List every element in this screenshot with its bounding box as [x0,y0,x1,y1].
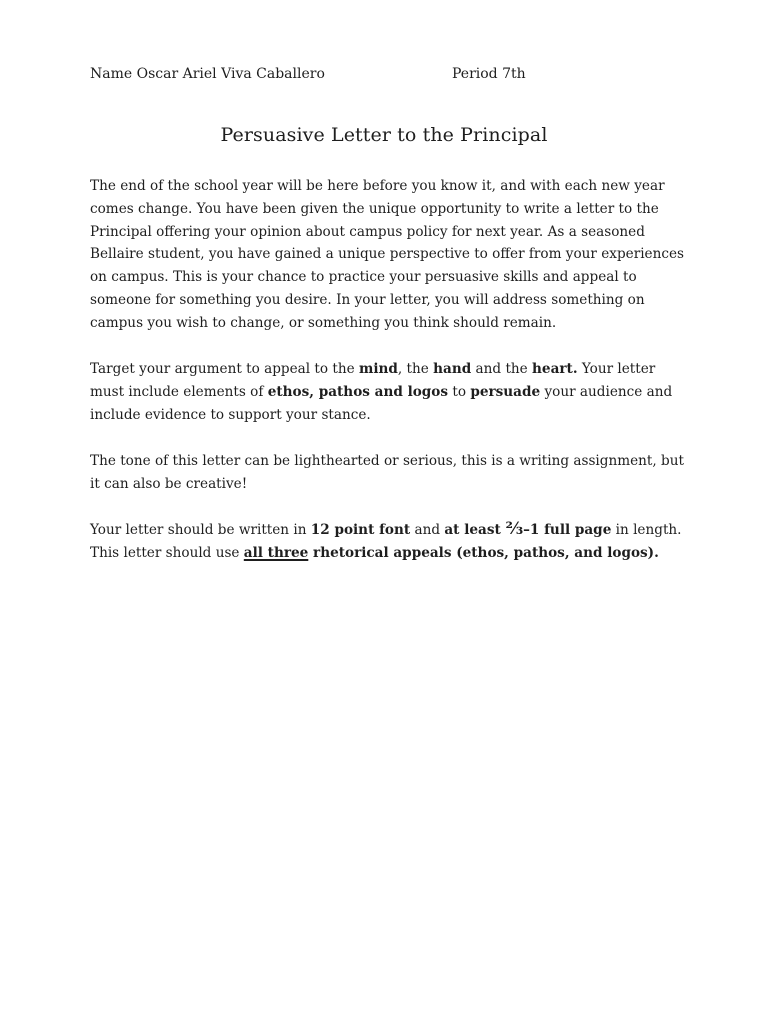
p2-bold-persuade: persuade [470,383,541,400]
p2-text-2: , the [397,361,434,377]
paragraph-intro: The end of the school year will be here before you know it, and with each new year comes change. You have been given the unique opportunity to write a letter to the Principal offering your opinion about campus policy for next year. As a seasoned Bellaire student, you have gained a unique perspective to offer from your experiences on campus. This is your chance to practice your persuasive skills and appeal to someone for something you desire. In your letter, you will address something on campus you wish to change, or something you think should remain. [90,178,684,331]
paragraph-requirements [90,518,690,565]
p2-bold-heart: heart. [532,361,578,377]
p2-bold-appeals: ethos, pathos and logos [267,383,449,400]
p4-text-1: Your letter should be written in [90,522,311,538]
document-title: Persuasive Letter to the Principal [220,124,548,146]
p4-fraction: ⅔ [505,519,524,539]
p2-text-5: to [448,383,471,400]
p4-underlined-all-three: all three [243,544,309,561]
p2-text-4: Your letter must include elements of [90,361,656,400]
paragraph-target-argument [90,358,690,426]
paragraph-tone: The tone of this letter can be lighthearted or serious, this is a writing assignment, but it can also be creative! [90,453,684,492]
period-field [452,63,526,85]
period-value: 7th [502,66,526,82]
header-line [90,63,690,85]
p4-bold-at-least: at least [444,522,506,538]
p4-bold-full-page: –1 full page [523,522,612,538]
name-label: Name [90,66,133,82]
p2-text-3: and the [471,361,533,377]
p4-text-3: in length. This letter should use [90,522,682,561]
student-name-field [90,63,325,85]
p2-text-1: Target your argument to appeal to the [90,361,359,377]
p4-text-2: and [410,522,445,538]
p2-bold-mind: mind [358,361,398,377]
student-name: Oscar Ariel Viva Caballero [136,66,325,82]
period-label: Period [452,66,498,82]
p4-bold-font-size: 12 point font [310,522,411,538]
p4-bold-rhetorical-appeals: rhetorical appeals (ethos, pathos, and logos). [308,544,659,561]
p2-bold-hand: hand [433,361,472,377]
p2-text-6: your audience and include evidence to support your stance. [90,383,673,423]
